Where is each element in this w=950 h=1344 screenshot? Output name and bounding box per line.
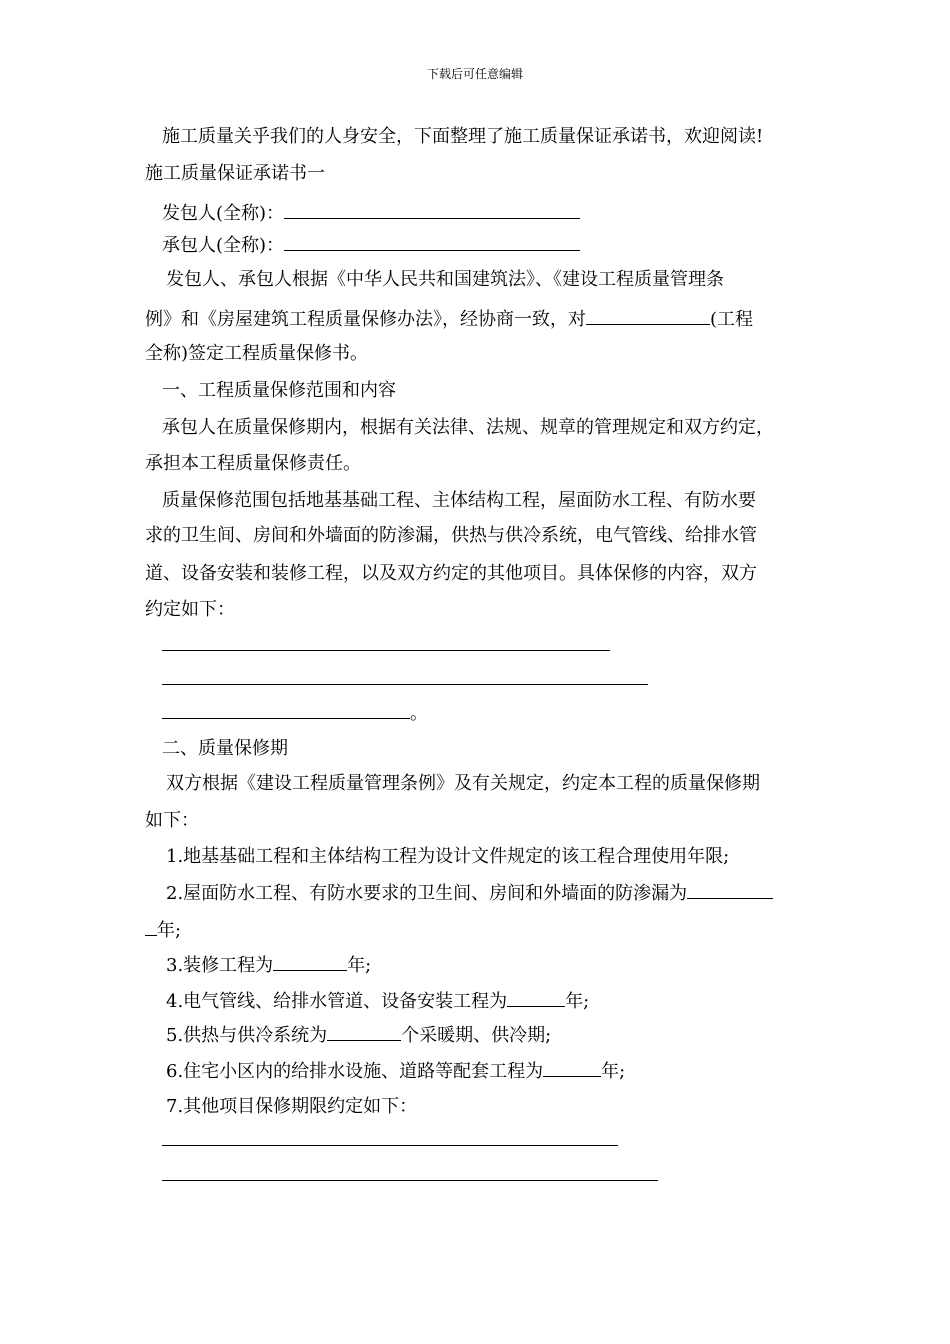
party-b-blank — [284, 232, 580, 251]
item-text: 2.屋面防水工程、有防水要求的卫生间、房间和外墙面的防渗漏为 — [166, 883, 688, 904]
item-text: 4.电气管线、给排水管道、设备安装工程为 — [166, 991, 508, 1012]
warranty-item-4 — [166, 988, 589, 1014]
party-a-label: 发包人(全称)： — [162, 203, 285, 224]
item-text: 个采暖期、供冷期; — [401, 1025, 552, 1046]
blank-line — [162, 700, 410, 719]
warranty-item-2-cont — [145, 917, 181, 943]
warranty-item-6 — [166, 1058, 625, 1084]
project-name-blank — [586, 306, 710, 325]
paragraph-text: (工程 — [710, 309, 754, 330]
item-text: 年; — [347, 955, 372, 976]
paragraph-line: 双方根据《建设工程质量管理条例》及有关规定，约定本工程的质量保修期 — [166, 773, 760, 794]
warranty-item-3 — [166, 952, 371, 978]
years-blank — [507, 988, 565, 1007]
years-blank — [543, 1058, 601, 1077]
page-header: 下载后可任意编辑 — [426, 67, 523, 81]
periods-blank — [327, 1022, 401, 1041]
item-text: 年; — [601, 1061, 626, 1082]
blank-line — [162, 1180, 658, 1181]
warranty-item-5 — [166, 1022, 551, 1048]
item-text: 年; — [565, 991, 590, 1012]
party-a-blank — [284, 200, 580, 219]
period-mark: 。 — [410, 703, 428, 724]
item-text: 年; — [157, 920, 182, 941]
paragraph-line: 承包人在质量保修期内，根据有关法律、法规、规章的管理规定和双方约定， — [162, 417, 774, 438]
item-text: 6.住宅小区内的给排水设施、道路等配套工程为 — [166, 1061, 544, 1082]
paragraph-line: 承担本工程质量保修责任。 — [145, 453, 361, 474]
years-blank — [687, 880, 773, 899]
party-a-field — [162, 200, 580, 226]
paragraph-text: 例》和《房屋建筑工程质量保修办法》，经协商一致，对 — [145, 309, 586, 330]
document-title: 施工质量保证承诺书一 — [145, 163, 325, 184]
warranty-item-2 — [166, 880, 773, 906]
party-b-label: 承包人(全称)： — [162, 235, 285, 256]
paragraph-line — [145, 306, 753, 332]
intro-text: 施工质量关乎我们的人身安全，下面整理了施工质量保证承诺书，欢迎阅读! — [162, 126, 764, 147]
paragraph-line: 发包人、承包人根据《中华人民共和国建筑法》、《建设工程质量管理条 — [166, 269, 724, 290]
paragraph-line: 约定如下： — [145, 599, 235, 620]
blank-line — [162, 684, 648, 685]
blank-line — [162, 650, 610, 651]
blank-line — [162, 1145, 618, 1146]
section-2-title: 二、质量保修期 — [162, 738, 288, 759]
item-text: 5.供热与供冷系统为 — [166, 1025, 328, 1046]
years-blank — [145, 917, 157, 936]
item-text: 3.装修工程为 — [166, 955, 274, 976]
years-blank — [273, 952, 347, 971]
warranty-item-1: 1.地基基础工程和主体结构工程为设计文件规定的该工程合理使用年限; — [166, 846, 730, 867]
paragraph-line: 道、设备安装和装修工程，以及双方约定的其他项目。具体保修的内容，双方 — [145, 563, 757, 584]
paragraph-line: 如下： — [145, 810, 199, 831]
paragraph-line: 全称)签定工程质量保修书。 — [145, 343, 369, 364]
warranty-item-7: 7.其他项目保修期限约定如下： — [166, 1096, 418, 1117]
section-1-title: 一、工程质量保修范围和内容 — [162, 380, 396, 401]
paragraph-line: 质量保修范围包括地基基础工程、主体结构工程，屋面防水工程、有防水要 — [162, 490, 756, 511]
paragraph-line: 求的卫生间、房间和外墙面的防渗漏，供热与供冷系统，电气管线、给排水管 — [145, 525, 757, 546]
blank-line-with-period — [162, 700, 428, 726]
party-b-field — [162, 232, 580, 258]
